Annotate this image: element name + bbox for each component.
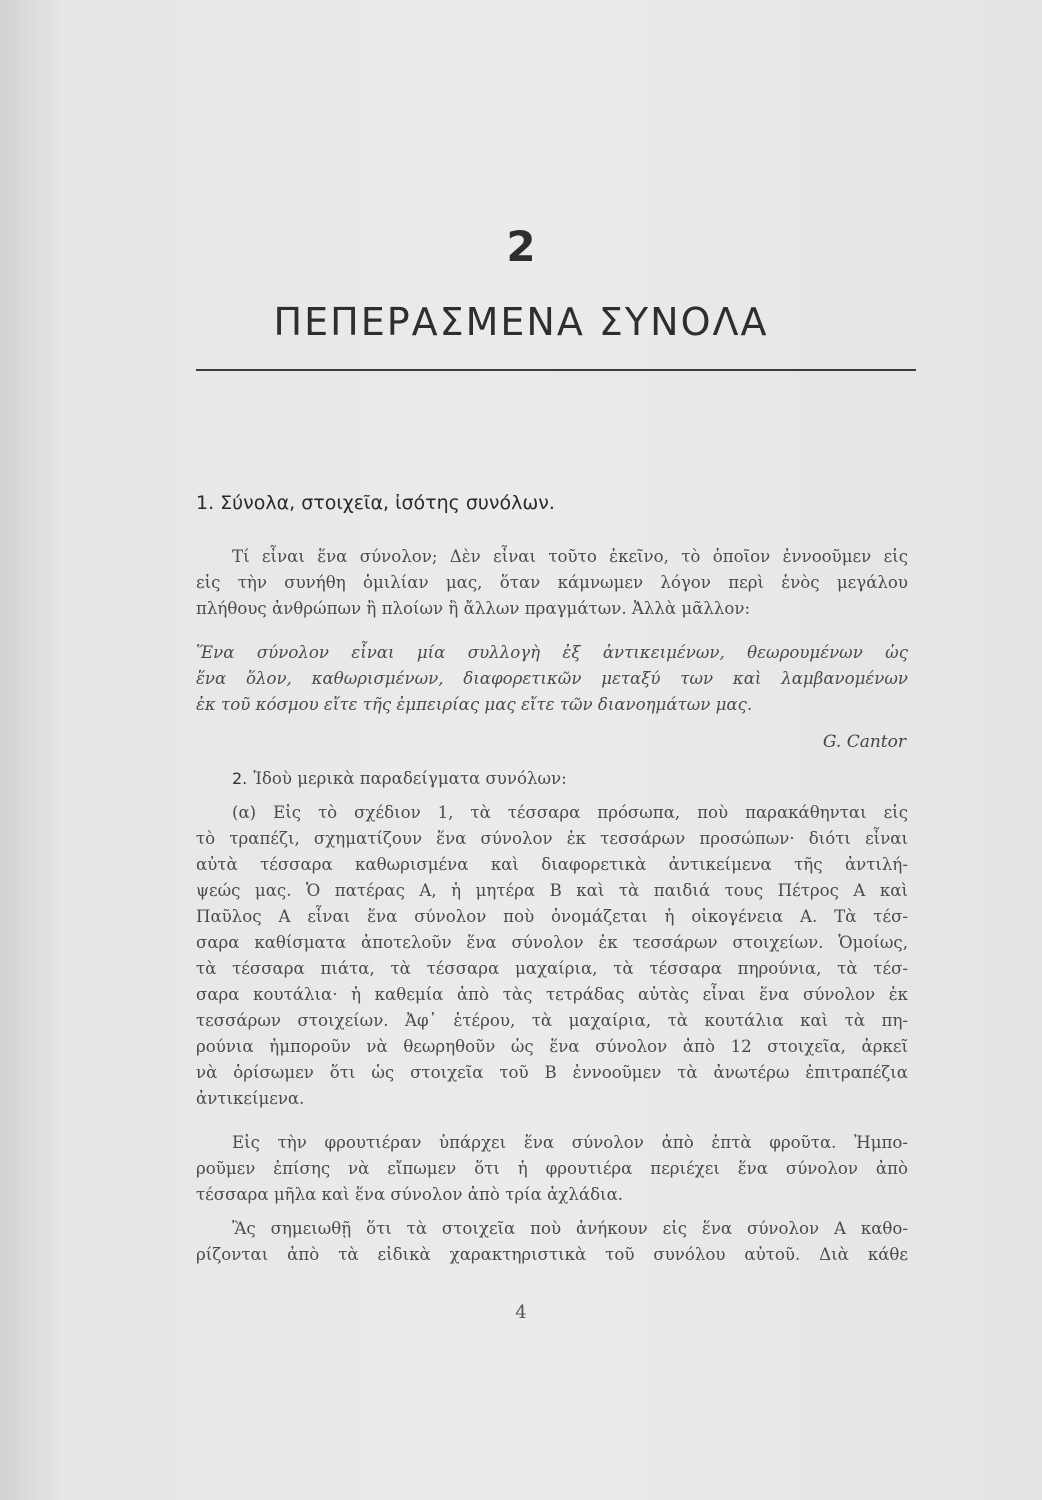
paragraph-c-line: Ἂς σημειωθῇ ὅτι τὰ στοιχεῖα ποὺ ἀνήκουν εἰς ἕνα σύνολον Α καθο- (232, 1219, 908, 1238)
paragraph-a-line: τεσσάρων στοιχείων. Ἀφ᾽ ἑτέρου, τὰ μαχαίρια, τὰ κουτάλια καὶ τὰ πη- (196, 1011, 908, 1030)
page-number: 4 (515, 1302, 527, 1323)
paragraph-a-line: αὐτὰ τέσσαρα καθωρισμένα καὶ διαφορετικὰ ἀντικείμενα τῆς ἀντιλή- (196, 855, 908, 874)
paragraph-number: 2. (232, 769, 248, 788)
paragraph-c-line: ρίζονται ἀπὸ τὰ εἰδικὰ χαρακτηριστικὰ τοῦ συνόλου αὐτοῦ. Διὰ κάθε (196, 1245, 908, 1264)
examples-intro-text: Ἰδοὺ μερικὰ παραδείγματα συνόλων: (253, 769, 567, 788)
paragraph-b-line: τέσσαρα μῆλα καὶ ἕνα σύνολον ἀπὸ τρία ἀχλάδια. (196, 1185, 624, 1204)
paragraph-a-line: ψεώς μας. Ὁ πατέρας Α, ἡ μητέρα Β καὶ τὰ παιδιά τους Πέτρος Α καὶ (196, 881, 908, 900)
paragraph-a-line: νὰ ὁρίσωμεν ὅτι ὡς στοιχεῖα τοῦ Β ἐννοοῦμεν τὰ ἀνωτέρω ἐπιτραπέζια (196, 1063, 908, 1082)
intro-line: πλήθους ἀνθρώπων ἢ πλοίων ἢ ἄλλων πραγμάτων. Ἀλλὰ μᾶλλον: (196, 599, 751, 618)
paragraph-a-line: Παῦλος Α εἶναι ἕνα σύνολον ποὺ ὀνομάζεται ἡ οἰκογένεια Α. Τὰ τέσ- (196, 907, 908, 926)
paragraph-a-line: τὸ τραπέζι, σχηματίζουν ἕνα σύνολον ἐκ τεσσάρων προσώπων· διότι εἶναι (196, 829, 908, 848)
title-divider (196, 369, 916, 371)
quote-line: ἐκ τοῦ κόσμου εἴτε τῆς ἐμπειρίας μας εἴτε τῶν διανοημάτων μας. (196, 695, 753, 714)
paragraph-a-line: ρούνια ἠμποροῦν νὰ θεωρηθοῦν ὡς ἕνα σύνολον ἀπὸ 12 στοιχεῖα, ἀρκεῖ (196, 1037, 908, 1056)
paragraph-b-line: Εἰς τὴν φρουτιέραν ὑπάρχει ἕνα σύνολον ἀπὸ ἑπτὰ φροῦτα. Ἠμπο- (232, 1133, 908, 1152)
intro-line: εἰς τὴν συνήθη ὁμιλίαν μας, ὅταν κάμνωμεν λόγον περὶ ἑνὸς μεγάλου (196, 573, 908, 592)
paragraph-b-line: ροῦμεν ἐπίσης νὰ εἴπωμεν ὅτι ἡ φρουτιέρα περιέχει ἕνα σύνολον ἀπὸ (196, 1159, 908, 1178)
intro-line: Τί εἶναι ἕνα σύνολον; Δὲν εἶναι τοῦτο ἐκεῖνο, τὸ ὁποῖον ἐννοοῦμεν εἰς (232, 547, 908, 566)
quote-attribution: G. Cantor (822, 732, 906, 752)
paragraph-a-line: ἀντικείμενα. (196, 1089, 305, 1108)
examples-intro (232, 766, 908, 792)
paragraph-a-line: (α) Εἰς τὸ σχέδιον 1, τὰ τέσσαρα πρόσωπα, ποὺ παρακάθηνται εἰς (232, 803, 908, 822)
chapter-number: 2 (506, 222, 536, 271)
section-heading: 1. Σύνολα, στοιχεῖα, ἰσότης συνόλων. (196, 492, 555, 514)
paragraph-a-line: σαρα καθίσματα ἀποτελοῦν ἕνα σύνολον ἐκ τεσσάρων στοιχείων. Ὁμοίως, (196, 933, 908, 952)
paragraph-a-line: τὰ τέσσαρα πιάτα, τὰ τέσσαρα μαχαίρια, τὰ τέσσαρα πηρούνια, τὰ τέσ- (196, 959, 908, 978)
quote-line: ἕνα ὅλον, καθωρισμένων, διαφορετικῶν μεταξύ των καὶ λαμβανομένων (196, 669, 908, 688)
paragraph-a-line: σαρα κουτάλια· ἡ καθεμία ἀπὸ τὰς τετράδας αὐτὰς εἶναι ἕνα σύνολον ἐκ (196, 985, 908, 1004)
quote-line: Ἕνα σύνολον εἶναι μία συλλογὴ ἐξ ἀντικειμένων, θεωρουμένων ὡς (196, 643, 908, 662)
chapter-title: ΠΕΠΕΡΑΣΜΕΝΑ ΣΥΝΟΛΑ (273, 300, 769, 344)
